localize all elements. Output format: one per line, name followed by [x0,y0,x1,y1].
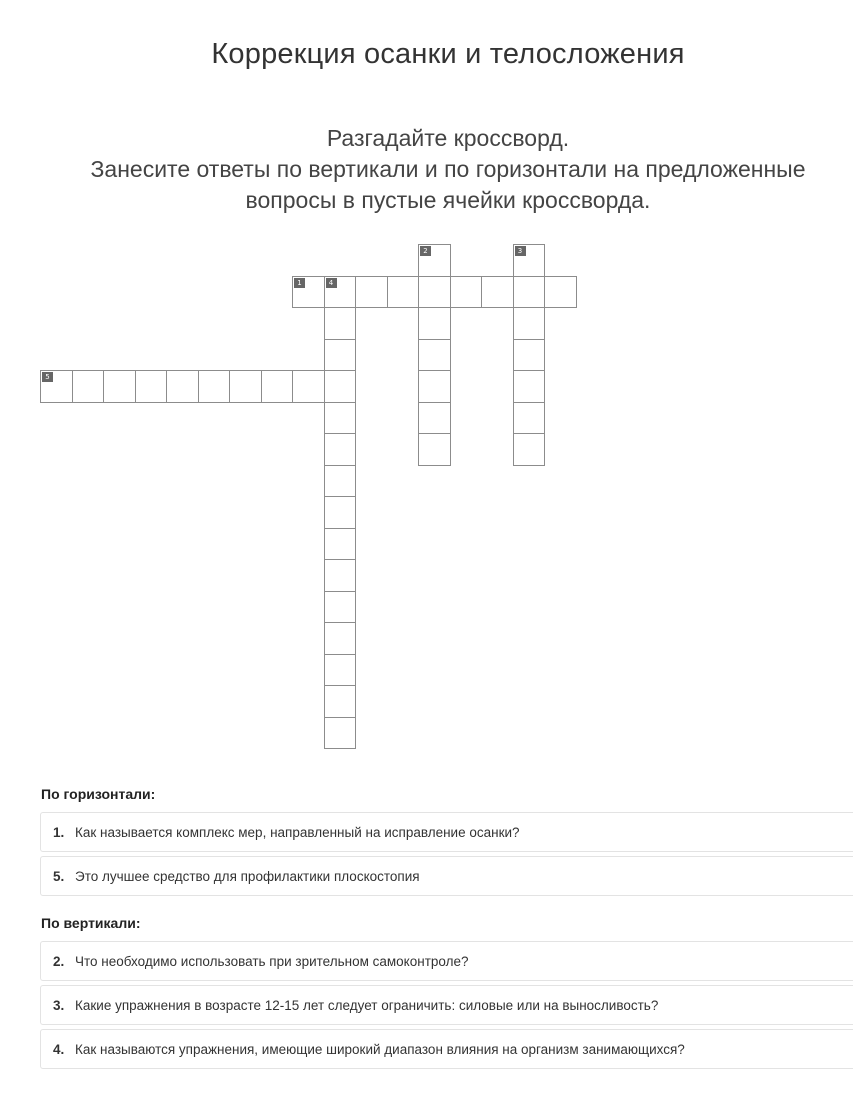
clue-number: 3. [53,997,65,1013]
down-heading: По вертикали: [41,915,141,931]
crossword-cell[interactable] [324,433,357,466]
clue-across-1[interactable] [40,812,853,852]
crossword-cell[interactable] [229,370,262,403]
instructions-line-3: вопросы в пустые ячейки кроссворда. [245,187,651,213]
crossword-cell[interactable] [324,402,357,435]
crossword-cell[interactable] [72,370,105,403]
crossword-cell[interactable] [324,307,357,340]
page-title: Коррекция осанки и телосложения [211,38,685,70]
clue-number: 5. [53,868,65,884]
crossword-cell[interactable] [324,276,357,309]
crossword-cell[interactable] [324,654,357,687]
crossword-cell[interactable] [418,339,451,372]
crossword-cell[interactable] [418,370,451,403]
cell-number-label: 4 [326,278,337,288]
crossword-cell[interactable] [418,307,451,340]
clue-across-5[interactable] [40,856,853,896]
instructions-line-2: Занесите ответы по вертикали и по горизонтали на предложенные [90,156,806,182]
crossword-cell[interactable] [513,433,546,466]
clue-down-2[interactable] [40,941,853,981]
crossword-cell[interactable] [513,244,546,277]
crossword-cell[interactable] [450,276,483,309]
clue-text: Какие упражнения в возрасте 12-15 лет следует ограничить: силовые или на выносливость? [75,997,659,1013]
cell-number-label: 3 [515,246,526,256]
crossword-cell[interactable] [513,402,546,435]
crossword-cell[interactable] [324,685,357,718]
across-clue-list [40,812,853,900]
crossword-cell[interactable] [513,339,546,372]
cell-number-label: 1 [294,278,305,288]
crossword-cell[interactable] [418,402,451,435]
crossword-cell[interactable] [418,244,451,277]
instructions-line-1: Разгадайте кроссворд. [326,125,570,151]
crossword-cell[interactable] [324,559,357,592]
clue-text: Что необходимо использовать при зрительном самоконтроле? [75,953,469,969]
crossword-cell[interactable] [324,528,357,561]
across-heading: По горизонтали: [41,786,156,802]
crossword-cell[interactable] [387,276,420,309]
crossword-cell[interactable] [513,370,546,403]
cell-number-label: 5 [42,372,53,382]
clue-down-3[interactable] [40,985,853,1025]
crossword-cell[interactable] [513,276,546,309]
clue-number: 1. [53,824,65,840]
crossword-cell[interactable] [481,276,514,309]
crossword-cell[interactable] [324,339,357,372]
crossword-cell[interactable] [324,622,357,655]
cell-number-label: 2 [420,246,431,256]
clue-number: 2. [53,953,65,969]
crossword-cell[interactable] [292,276,325,309]
crossword-cell[interactable] [261,370,294,403]
clue-text: Как называются упражнения, имеющие широкий диапазон влияния на организм занимающихся? [75,1041,685,1057]
crossword-cell[interactable] [324,370,357,403]
crossword-cell[interactable] [544,276,577,309]
crossword-cell[interactable] [513,307,546,340]
crossword-cell[interactable] [355,276,388,309]
crossword-cell[interactable] [166,370,199,403]
clue-text: Как называется комплекс мер, направленный на исправление осанки? [75,824,520,840]
crossword-cell[interactable] [198,370,231,403]
clue-down-4[interactable] [40,1029,853,1069]
crossword-cell[interactable] [292,370,325,403]
crossword-cell[interactable] [418,276,451,309]
crossword-cell[interactable] [103,370,136,403]
crossword-cell[interactable] [40,370,73,403]
crossword-cell[interactable] [418,433,451,466]
down-clue-list [40,941,853,1073]
crossword-cell[interactable] [135,370,168,403]
crossword-cell[interactable] [324,496,357,529]
clue-text: Это лучшее средство для профилактики плоскостопия [75,868,420,884]
crossword-cell[interactable] [324,591,357,624]
crossword-cell[interactable] [324,717,357,750]
clue-number: 4. [53,1041,65,1057]
crossword-cell[interactable] [324,465,357,498]
